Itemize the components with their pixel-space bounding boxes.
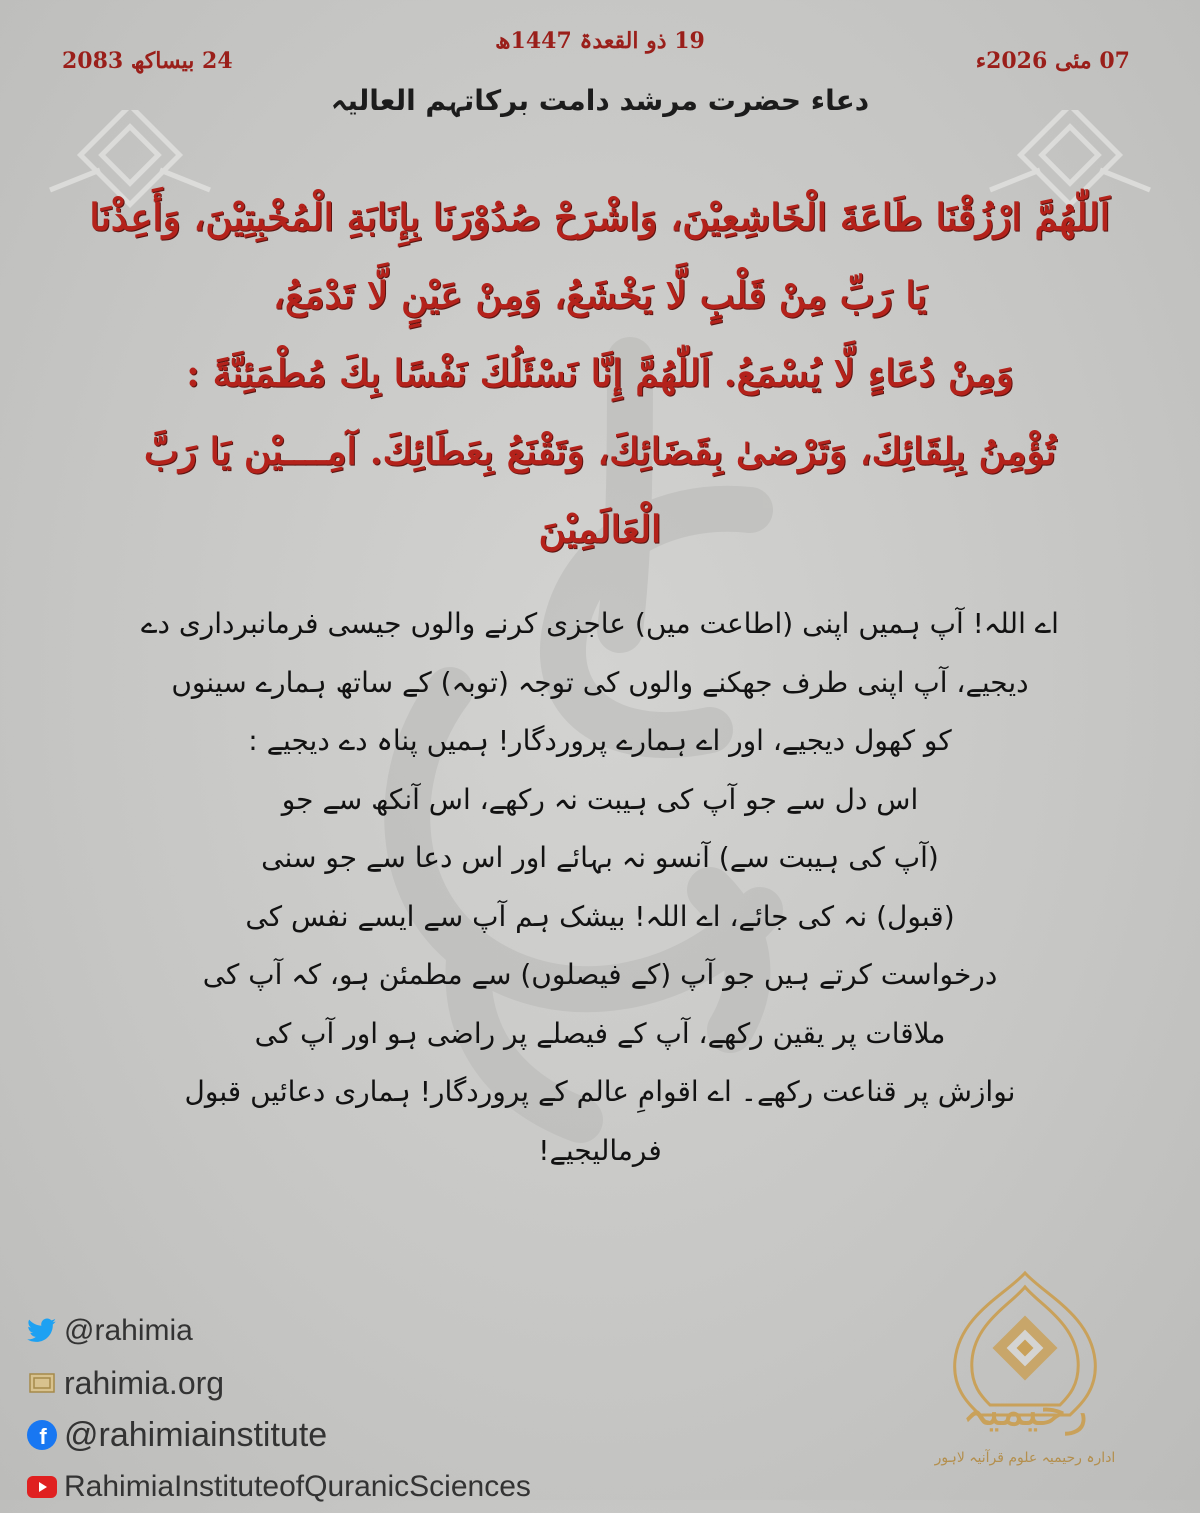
urdu-line: (آپ کی ہیبت سے) آنسو نہ بہائے اور اس دعا سے جو سنی: [261, 841, 939, 874]
logo-subtitle: ادارہ رحیمیہ علوم قرآنیہ لاہور: [934, 1450, 1116, 1466]
youtube-link[interactable]: [26, 1461, 531, 1513]
logo-name: رحیمیہ: [961, 1385, 1089, 1436]
urdu-translation: [110, 595, 1090, 1180]
urdu-line: دیجیے، آپ اپنی طرف جھکنے والوں کی توجہ (توبہ) کے ساتھ ہمارے سینوں: [171, 665, 1029, 699]
rahimia-logo: [910, 1265, 1140, 1485]
urdu-line: فرمالیجیے!: [538, 1133, 662, 1167]
dua-heading: دعاء حضرت مرشد دامت برکاتہم العالیہ: [330, 84, 870, 117]
date-hijri: 19 ذو القعدۃ 1447ھ: [495, 28, 705, 54]
arabic-dua: [90, 178, 1110, 568]
social-links: [26, 1305, 531, 1513]
twitter-handle: @rahimia: [64, 1314, 193, 1347]
facebook-link[interactable]: [26, 1409, 531, 1461]
arabic-line: اَللّٰهُمَّ ارْزُقْنَا طَاعَةَ الْخَاشِعِيْنَ، وَاشْرَحْ صُدُوْرَنَا بِإِنَابَةِ الْمُخْبِتِيْنَ، وَأَعِذْنَا: [89, 195, 1110, 239]
arabic-line: يَا رَبِّ مِنْ قَلْبٍ لَّا يَخْشَعُ، وَمِنْ عَيْنٍ لَّا تَدْمَعُ،: [273, 273, 927, 317]
urdu-line: نوازش پر قناعت رکھے۔ اے اقوامِ عالم کے پروردگار! ہماری دعائیں قبول: [184, 1075, 1016, 1108]
urdu-line: اے اللہ! آپ ہمیں اپنی (اطاعت میں) عاجزی کرنے والوں جیسی فرمانبرداری دے: [141, 607, 1059, 640]
urdu-line: (قبول) نہ کی جائے، اے اللہ! بیشک ہم آپ سے ایسے نفس کی: [245, 899, 955, 933]
facebook-handle: @rahimiainstitute: [64, 1415, 328, 1454]
date-bikrami: 24 بیساکھ 2083: [62, 48, 233, 74]
twitter-link[interactable]: [26, 1305, 531, 1357]
twitter-icon: [26, 1315, 58, 1347]
web-icon: [26, 1367, 58, 1399]
website-link[interactable]: [26, 1357, 531, 1409]
svg-text:f: f: [39, 1424, 47, 1449]
arabic-line: وَمِنْ دُعَاءٍ لَّا يُسْمَعُ. اَللّٰهُمَّ إِنَّا نَسْئَلُكَ نَفْسًا بِكَ مُطْمَئِنَّةً :: [186, 351, 1014, 395]
youtube-icon: [26, 1471, 58, 1503]
youtube-channel: RahimiaInstituteofQuranicSciences: [64, 1470, 531, 1503]
urdu-line: درخواست کرتے ہیں جو آپ (کے فیصلوں) سے مطمئن ہو، کہ آپ کی: [202, 958, 998, 991]
urdu-line: اس دل سے جو آپ کی ہیبت نہ رکھے، اس آنکھ سے جو: [281, 782, 919, 816]
date-gregorian: 07 مئی 2026ء: [975, 48, 1130, 74]
urdu-line: ملاقات پر یقین رکھے، آپ کے فیصلے پر راضی ہو اور آپ کی: [254, 1016, 946, 1050]
arabic-line: تُؤْمِنُ بِلِقَائِكَ، وَتَرْضىٰ بِقَضَائِكَ، وَتَقْنَعُ بِعَطَائِكَ. آمِــــيْن يَا رَبَّ: [144, 429, 1056, 473]
arabic-line: الْعَالَمِيْنَ: [538, 507, 662, 551]
website-url: rahimia.org: [64, 1364, 225, 1401]
urdu-line: کو کھول دیجیے، اور اے ہمارے پروردگار! ہمیں پناہ دے دیجیے :: [248, 724, 952, 757]
facebook-icon: [26, 1419, 58, 1451]
